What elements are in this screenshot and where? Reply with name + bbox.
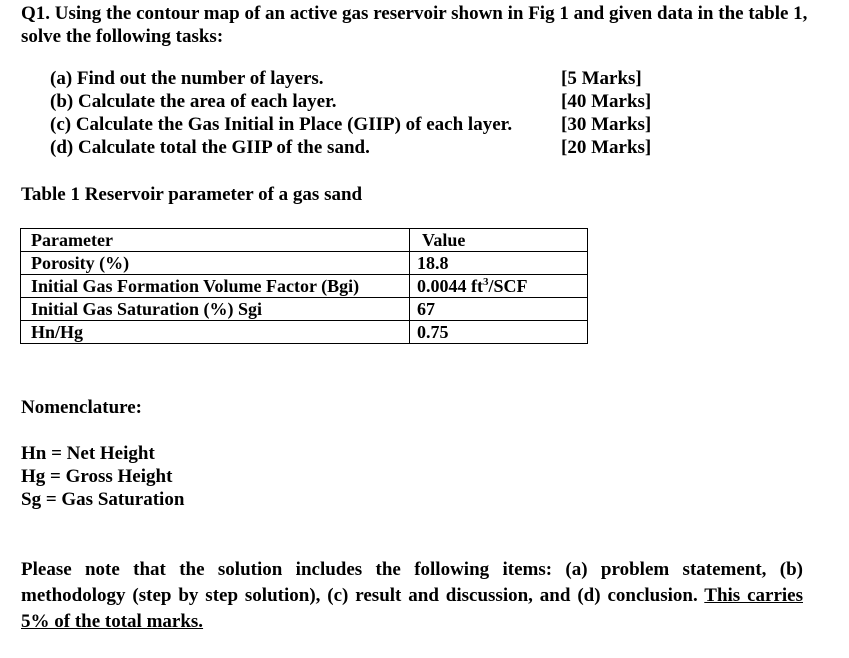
table-row <box>21 252 588 275</box>
question-text: Q1. Using the contour map of an active gas reservoir shown in Fig 1 and given data in the table 1, solve the following tasks: <box>21 3 808 47</box>
value-main: 0.0044 ft <box>417 276 483 296</box>
cell-value <box>410 275 588 298</box>
table-row <box>21 298 588 321</box>
task-d <box>50 136 810 159</box>
note-text: Please note that the solution includes the following items: (a) problem statement, (b) methodology (step by step solution), (c) result and discussion, and (d) conclusion. <box>21 559 803 606</box>
cell-parameter: Initial Gas Formation Volume Factor (Bgi) <box>21 275 410 298</box>
solution-note <box>21 557 803 635</box>
task-a-marks: [5 Marks] <box>561 68 642 89</box>
task-c <box>50 113 810 136</box>
nomenclature-item: Hn = Net Height <box>21 443 155 464</box>
task-c-marks: [30 Marks] <box>561 114 652 135</box>
reservoir-parameter-table <box>20 228 588 344</box>
table-header-row <box>21 229 588 252</box>
cell-parameter: Hn/Hg <box>21 321 410 344</box>
cell-parameter: Porosity (%) <box>21 252 410 275</box>
task-c-text: (c) Calculate the Gas Initial in Place (GIIP) of each layer. <box>50 114 513 135</box>
value-superscript: 3 <box>483 276 489 288</box>
header-parameter: Parameter <box>21 229 410 252</box>
task-a-text: (a) Find out the number of layers. <box>50 68 324 89</box>
table-caption: Table 1 Reservoir parameter of a gas sand <box>21 184 363 205</box>
task-a <box>50 67 810 90</box>
cell-value: 0.75 <box>410 321 588 344</box>
cell-parameter: Initial Gas Saturation (%) Sgi <box>21 298 410 321</box>
task-b-text: (b) Calculate the area of each layer. <box>50 91 337 112</box>
value-unit: /SCF <box>488 276 528 296</box>
cell-value: 67 <box>410 298 588 321</box>
task-b-marks: [40 Marks] <box>561 91 652 112</box>
nomenclature-item: Hg = Gross Height <box>21 466 173 487</box>
cell-value: 18.8 <box>410 252 588 275</box>
header-value: Value <box>410 229 588 252</box>
task-b <box>50 90 810 113</box>
nomenclature-heading: Nomenclature: <box>21 397 143 418</box>
table-row <box>21 321 588 344</box>
task-d-text: (d) Calculate total the GIIP of the sand. <box>50 137 370 158</box>
note-underlined: This carries 5% of the total marks. <box>21 585 803 632</box>
nomenclature-item: Sg = Gas Saturation <box>21 489 185 510</box>
task-d-marks: [20 Marks] <box>561 137 652 158</box>
table-row <box>21 275 588 298</box>
